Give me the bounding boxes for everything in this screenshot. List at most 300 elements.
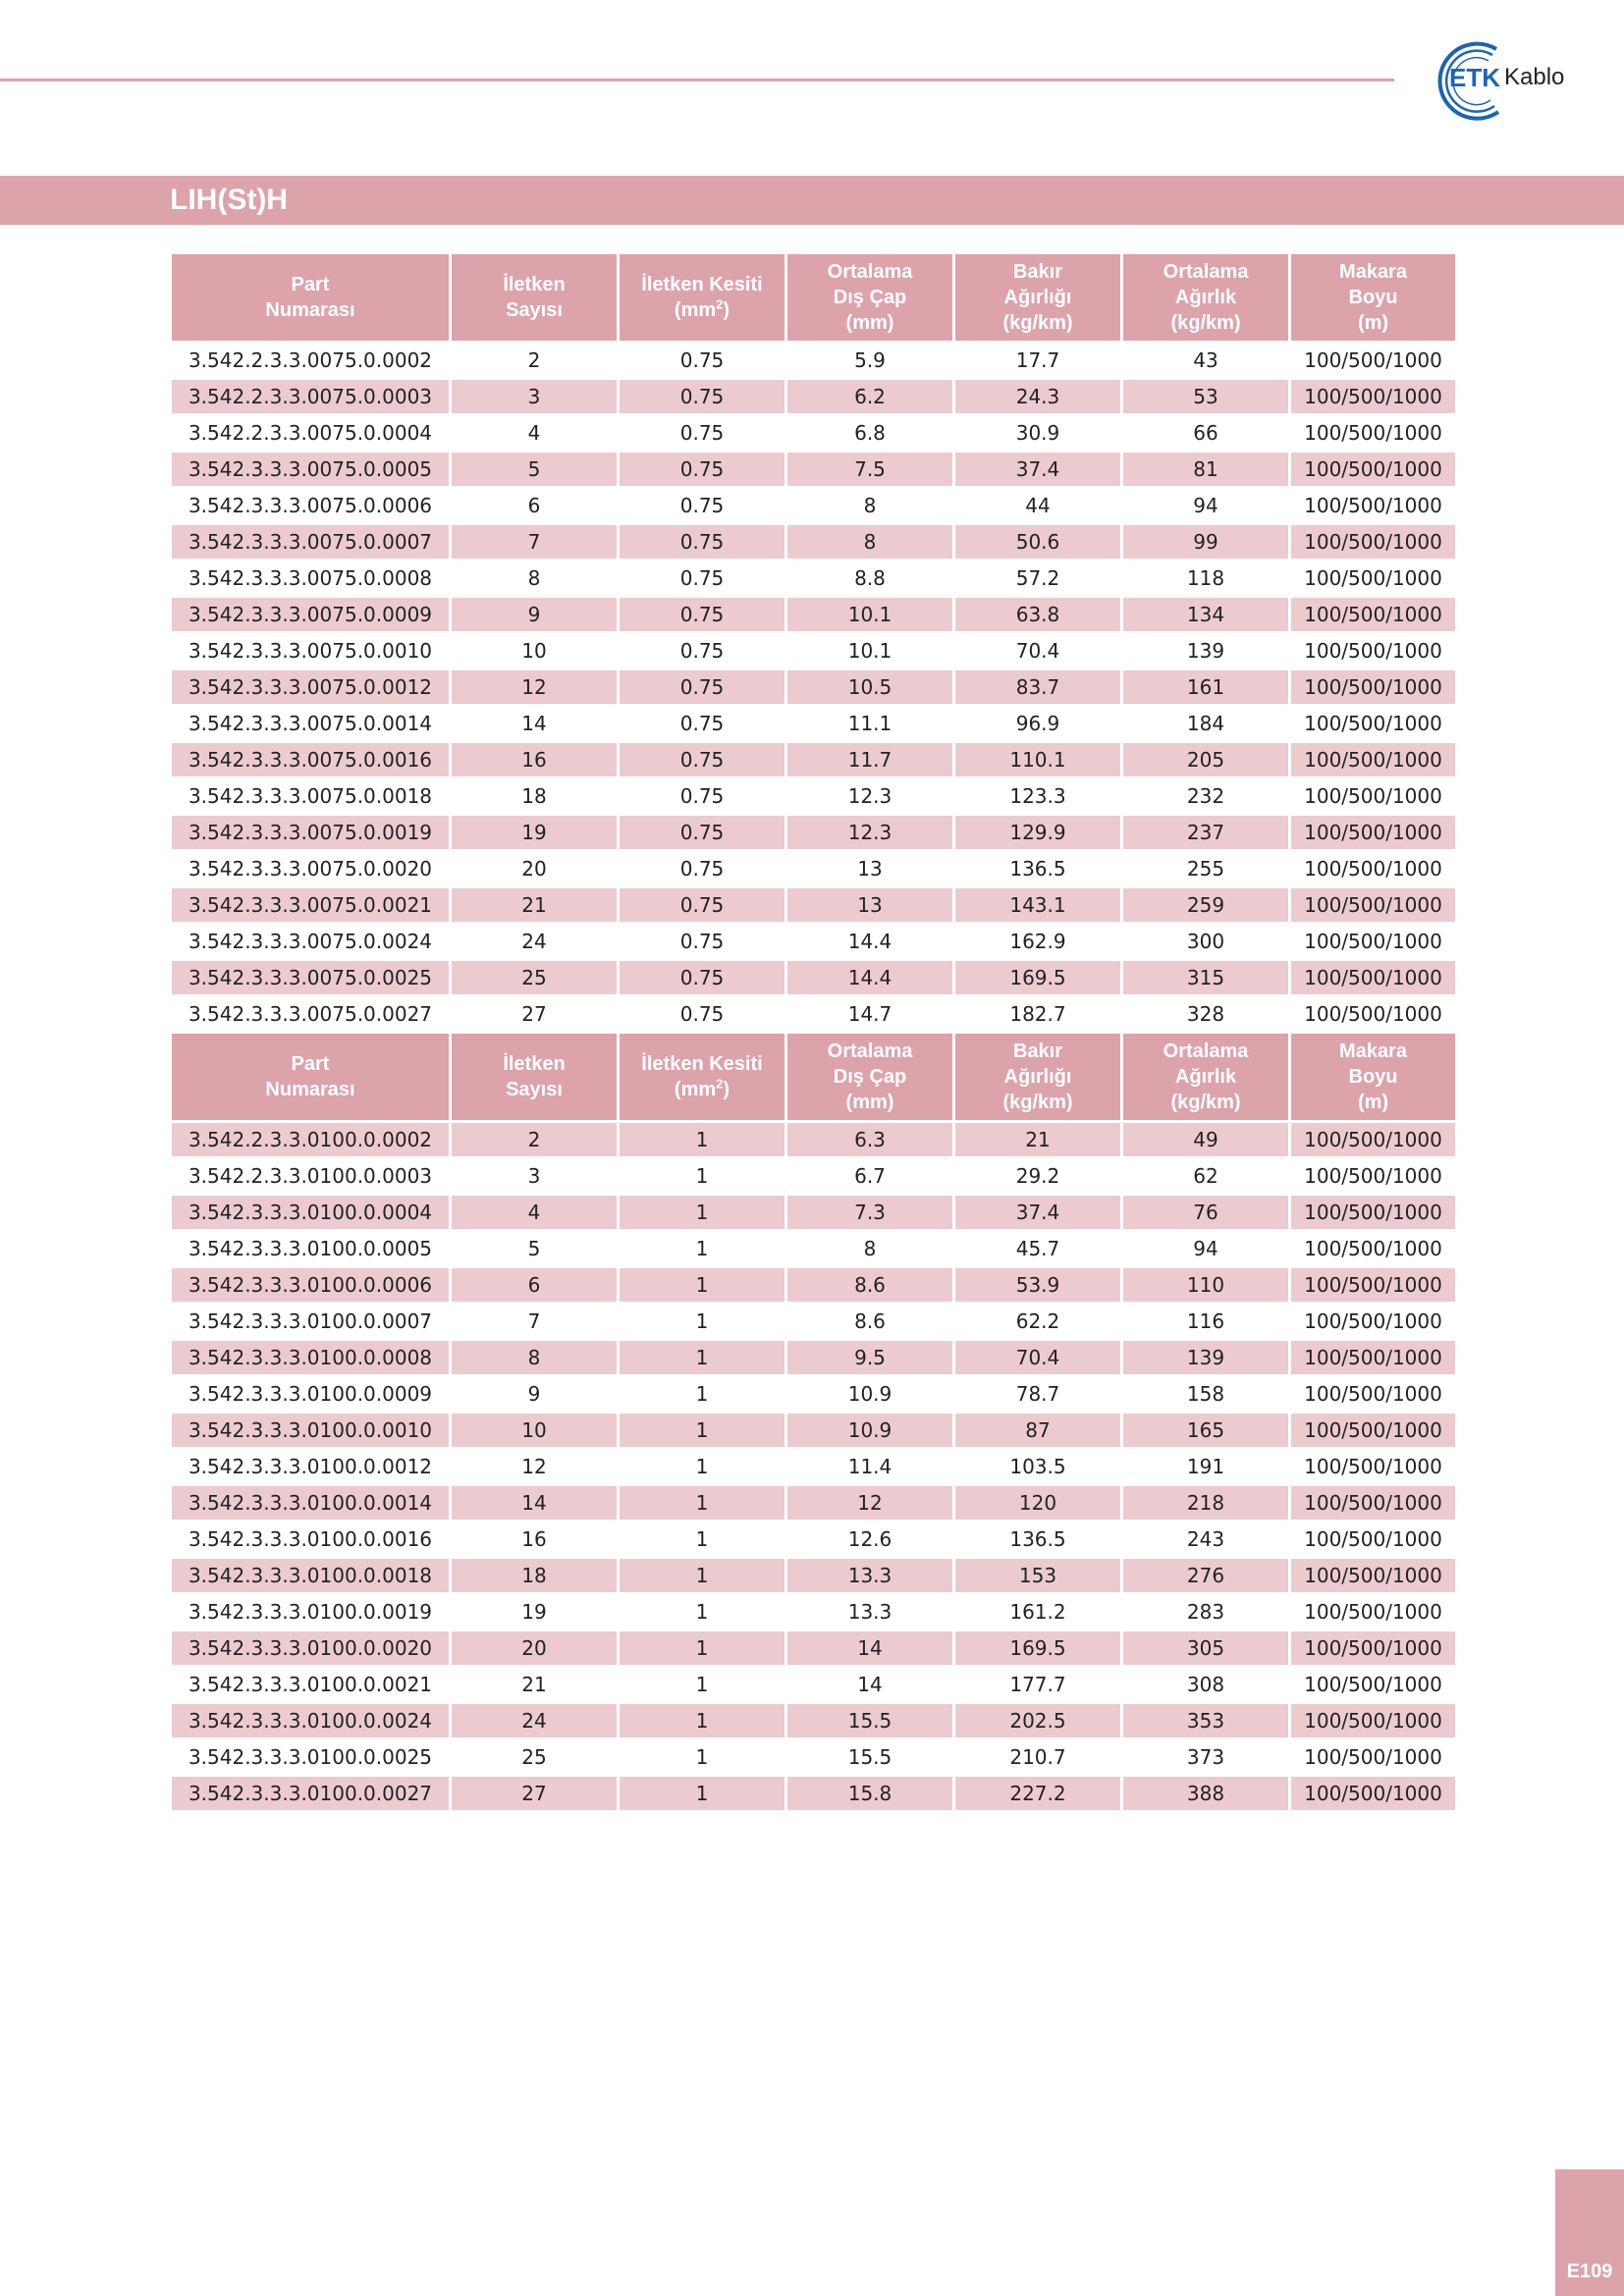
col-part-number <box>172 254 449 341</box>
cell-copper-weight: 30.9 <box>955 416 1120 450</box>
hdr-bakir: Bakır <box>1012 261 1063 283</box>
cell-reel-length: 100/500/1000 <box>1291 1341 1455 1374</box>
table-row <box>172 997 1455 1031</box>
cell-outer-diameter: 14.4 <box>787 961 952 994</box>
table-row <box>172 1268 1455 1302</box>
cell-conductor-section: 1 <box>620 1450 785 1483</box>
cell-part-number: 3.542.3.3.3.0100.0.0009 <box>172 1377 449 1411</box>
cell-conductor-section: 0.75 <box>620 997 785 1031</box>
cell-part-number: 3.542.3.3.3.0075.0.0006 <box>172 489 449 522</box>
cell-part-number: 3.542.3.3.3.0100.0.0004 <box>172 1196 449 1229</box>
cell-part-number: 3.542.3.3.3.0075.0.0008 <box>172 561 449 595</box>
cell-reel-length: 100/500/1000 <box>1291 888 1455 922</box>
hdr-ortalama: Ortalama <box>827 1041 913 1062</box>
cell-outer-diameter: 15.8 <box>787 1777 952 1810</box>
cell-avg-weight: 255 <box>1123 852 1288 885</box>
hdr-ortalama: Ortalama <box>1163 1041 1249 1062</box>
cell-conductor-section: 1 <box>620 1414 785 1447</box>
cell-reel-length: 100/500/1000 <box>1291 1450 1455 1483</box>
cell-outer-diameter: 10.1 <box>787 598 952 631</box>
cell-outer-diameter: 7.3 <box>787 1196 952 1229</box>
cell-avg-weight: 81 <box>1123 453 1288 486</box>
cell-avg-weight: 118 <box>1123 561 1288 595</box>
table-row <box>172 453 1455 486</box>
cell-conductor-section: 0.75 <box>620 598 785 631</box>
table-row <box>172 1341 1455 1374</box>
cell-outer-diameter: 8 <box>787 1232 952 1265</box>
hdr-boyu: Boyu <box>1348 287 1398 308</box>
cell-conductor-count: 5 <box>452 453 617 486</box>
cell-reel-length: 100/500/1000 <box>1291 380 1455 413</box>
cell-reel-length: 100/500/1000 <box>1291 1305 1455 1338</box>
cell-reel-length: 100/500/1000 <box>1291 779 1455 813</box>
col-reel-length <box>1291 254 1455 341</box>
cell-part-number: 3.542.3.3.3.0100.0.0016 <box>172 1522 449 1556</box>
col-copper-weight <box>955 254 1120 341</box>
cell-conductor-section: 0.75 <box>620 816 785 849</box>
cell-copper-weight: 169.5 <box>955 1631 1120 1665</box>
cell-conductor-count: 6 <box>452 489 617 522</box>
cell-part-number: 3.542.3.3.3.0100.0.0014 <box>172 1486 449 1520</box>
cell-conductor-count: 20 <box>452 1631 617 1665</box>
cell-reel-length: 100/500/1000 <box>1291 997 1455 1031</box>
cell-conductor-section: 0.75 <box>620 779 785 813</box>
cell-conductor-section: 1 <box>620 1377 785 1411</box>
cell-outer-diameter: 14 <box>787 1668 952 1701</box>
cell-conductor-section: 1 <box>620 1486 785 1520</box>
cell-reel-length: 100/500/1000 <box>1291 525 1455 559</box>
table-row <box>172 1232 1455 1265</box>
hdr-agirlik: Ağırlık <box>1174 287 1237 308</box>
cell-avg-weight: 158 <box>1123 1377 1288 1411</box>
cell-avg-weight: 328 <box>1123 997 1288 1031</box>
cell-outer-diameter: 8 <box>787 525 952 559</box>
table-row <box>172 925 1455 958</box>
table-row <box>172 1305 1455 1338</box>
cell-conductor-count: 14 <box>452 707 617 740</box>
cell-part-number: 3.542.3.3.3.0075.0.0009 <box>172 598 449 631</box>
cell-part-number: 3.542.3.3.3.0075.0.0007 <box>172 525 449 559</box>
cell-outer-diameter: 6.2 <box>787 380 952 413</box>
hdr-makara: Makara <box>1339 261 1407 283</box>
cell-conductor-count: 4 <box>452 1196 617 1229</box>
table-row <box>172 561 1455 595</box>
cell-outer-diameter: 13 <box>787 888 952 922</box>
cell-avg-weight: 94 <box>1123 1232 1288 1265</box>
table-row <box>172 634 1455 667</box>
hdr-sayisi: Sayısı <box>506 1079 563 1100</box>
cell-outer-diameter: 10.9 <box>787 1414 952 1447</box>
table-row <box>172 344 1455 377</box>
cell-conductor-count: 27 <box>452 997 617 1031</box>
cell-reel-length: 100/500/1000 <box>1291 816 1455 849</box>
cell-conductor-count: 12 <box>452 1450 617 1483</box>
cell-reel-length: 100/500/1000 <box>1291 1414 1455 1447</box>
logo-etk-text: ETK <box>1449 63 1500 92</box>
cell-copper-weight: 136.5 <box>955 1522 1120 1556</box>
cable-spec-table <box>169 251 1458 1813</box>
col-outer-diameter <box>787 1034 952 1120</box>
cell-reel-length: 100/500/1000 <box>1291 1159 1455 1193</box>
cell-avg-weight: 184 <box>1123 707 1288 740</box>
cell-conductor-count: 10 <box>452 634 617 667</box>
cell-copper-weight: 53.9 <box>955 1268 1120 1302</box>
cell-conductor-section: 0.75 <box>620 707 785 740</box>
cell-conductor-section: 1 <box>620 1341 785 1374</box>
cell-avg-weight: 139 <box>1123 1341 1288 1374</box>
cell-copper-weight: 202.5 <box>955 1704 1120 1737</box>
cell-copper-weight: 227.2 <box>955 1777 1120 1810</box>
cell-conductor-count: 18 <box>452 779 617 813</box>
hdr-makara: Makara <box>1339 1041 1407 1062</box>
cell-outer-diameter: 12.6 <box>787 1522 952 1556</box>
cell-conductor-count: 10 <box>452 1414 617 1447</box>
cell-reel-length: 100/500/1000 <box>1291 707 1455 740</box>
cell-conductor-count: 18 <box>452 1559 617 1592</box>
hdr-dis-cap: Dış Çap <box>833 1066 907 1088</box>
cell-avg-weight: 94 <box>1123 489 1288 522</box>
cell-conductor-count: 9 <box>452 1377 617 1411</box>
cell-conductor-section: 1 <box>620 1559 785 1592</box>
cell-copper-weight: 161.2 <box>955 1595 1120 1629</box>
cell-outer-diameter: 8.8 <box>787 561 952 595</box>
table-row <box>172 961 1455 994</box>
table-row <box>172 707 1455 740</box>
cell-conductor-count: 12 <box>452 670 617 704</box>
cable-spec-table-body <box>172 254 1455 1810</box>
cell-conductor-section: 1 <box>620 1595 785 1629</box>
col-conductor-count <box>452 1034 617 1120</box>
cell-avg-weight: 66 <box>1123 416 1288 450</box>
cell-conductor-section: 0.75 <box>620 525 785 559</box>
cell-reel-length: 100/500/1000 <box>1291 852 1455 885</box>
cell-outer-diameter: 10.5 <box>787 670 952 704</box>
table-row <box>172 1123 1455 1156</box>
cell-conductor-count: 19 <box>452 1595 617 1629</box>
cell-conductor-section: 1 <box>620 1522 785 1556</box>
hdr-mm2-sup: 2 <box>716 296 724 312</box>
cell-part-number: 3.542.3.3.3.0100.0.0021 <box>172 1668 449 1701</box>
cell-part-number: 3.542.3.3.3.0075.0.0005 <box>172 453 449 486</box>
cell-conductor-count: 5 <box>452 1232 617 1265</box>
etk-kablo-logo <box>1420 37 1587 122</box>
cell-part-number: 3.542.3.3.3.0100.0.0018 <box>172 1559 449 1592</box>
cell-copper-weight: 96.9 <box>955 707 1120 740</box>
cell-outer-diameter: 14 <box>787 1631 952 1665</box>
cell-conductor-section: 0.75 <box>620 561 785 595</box>
table-row <box>172 1740 1455 1774</box>
cell-conductor-count: 19 <box>452 816 617 849</box>
cell-outer-diameter: 12.3 <box>787 816 952 849</box>
cell-outer-diameter: 15.5 <box>787 1704 952 1737</box>
cell-part-number: 3.542.3.3.3.0075.0.0021 <box>172 888 449 922</box>
cell-copper-weight: 50.6 <box>955 525 1120 559</box>
cell-conductor-count: 2 <box>452 344 617 377</box>
table-row <box>172 1522 1455 1556</box>
cell-avg-weight: 259 <box>1123 888 1288 922</box>
cell-copper-weight: 29.2 <box>955 1159 1120 1193</box>
cell-avg-weight: 308 <box>1123 1668 1288 1701</box>
cell-conductor-count: 20 <box>452 852 617 885</box>
cell-conductor-count: 7 <box>452 525 617 559</box>
cell-avg-weight: 53 <box>1123 380 1288 413</box>
table-row <box>172 525 1455 559</box>
hdr-mm2: (mm <box>674 299 717 321</box>
hdr-kgkm: (kg/km) <box>1170 1092 1241 1113</box>
cell-conductor-section: 1 <box>620 1631 785 1665</box>
cell-part-number: 3.542.3.3.3.0100.0.0012 <box>172 1450 449 1483</box>
logo-kablo-text: Kablo <box>1504 64 1565 90</box>
hdr-kesiti: İletken Kesiti <box>641 274 763 295</box>
cell-conductor-section: 0.75 <box>620 961 785 994</box>
hdr-ortalama: Ortalama <box>827 261 913 283</box>
cell-outer-diameter: 13 <box>787 852 952 885</box>
cell-copper-weight: 87 <box>955 1414 1120 1447</box>
cell-conductor-section: 1 <box>620 1196 785 1229</box>
table-row <box>172 1559 1455 1592</box>
hdr-mm: (mm) <box>845 1092 894 1113</box>
table-row <box>172 670 1455 704</box>
cell-conductor-count: 4 <box>452 416 617 450</box>
table-row <box>172 1704 1455 1737</box>
cell-conductor-count: 25 <box>452 961 617 994</box>
col-conductor-count <box>452 254 617 341</box>
cell-part-number: 3.542.3.3.3.0100.0.0020 <box>172 1631 449 1665</box>
cell-copper-weight: 83.7 <box>955 670 1120 704</box>
cell-conductor-count: 9 <box>452 598 617 631</box>
hdr-kgkm: (kg/km) <box>1002 1092 1073 1113</box>
cell-avg-weight: 76 <box>1123 1196 1288 1229</box>
cell-avg-weight: 99 <box>1123 525 1288 559</box>
cell-outer-diameter: 10.1 <box>787 634 952 667</box>
hdr-close-paren: ) <box>723 1079 731 1100</box>
cell-outer-diameter: 8.6 <box>787 1305 952 1338</box>
cell-outer-diameter: 14.4 <box>787 925 952 958</box>
cell-part-number: 3.542.3.3.3.0100.0.0024 <box>172 1704 449 1737</box>
cell-conductor-section: 0.75 <box>620 453 785 486</box>
cell-part-number: 3.542.3.3.3.0075.0.0014 <box>172 707 449 740</box>
cell-reel-length: 100/500/1000 <box>1291 1196 1455 1229</box>
cell-avg-weight: 218 <box>1123 1486 1288 1520</box>
hdr-m: (m) <box>1357 1092 1389 1113</box>
cell-reel-length: 100/500/1000 <box>1291 416 1455 450</box>
hdr-mm2-sup: 2 <box>716 1076 724 1092</box>
hdr-agirligi: Ağırlığı <box>1003 1066 1072 1088</box>
cell-conductor-count: 8 <box>452 1341 617 1374</box>
table-row <box>172 598 1455 631</box>
cell-avg-weight: 165 <box>1123 1414 1288 1447</box>
hdr-ortalama: Ortalama <box>1163 261 1249 283</box>
hdr-bakir: Bakır <box>1012 1041 1063 1062</box>
cell-avg-weight: 243 <box>1123 1522 1288 1556</box>
col-conductor-section <box>620 1034 785 1120</box>
cell-avg-weight: 161 <box>1123 670 1288 704</box>
page-number-tab <box>1555 2169 1624 2296</box>
cell-reel-length: 100/500/1000 <box>1291 598 1455 631</box>
cell-reel-length: 100/500/1000 <box>1291 1595 1455 1629</box>
cell-part-number: 3.542.3.3.3.0075.0.0012 <box>172 670 449 704</box>
cell-copper-weight: 143.1 <box>955 888 1120 922</box>
table-row <box>172 1631 1455 1665</box>
hdr-sayisi: Sayısı <box>506 299 563 321</box>
cell-reel-length: 100/500/1000 <box>1291 1268 1455 1302</box>
cell-conductor-section: 1 <box>620 1668 785 1701</box>
cell-outer-diameter: 12.3 <box>787 779 952 813</box>
cell-conductor-count: 16 <box>452 743 617 776</box>
cell-copper-weight: 70.4 <box>955 634 1120 667</box>
cell-outer-diameter: 9.5 <box>787 1341 952 1374</box>
cell-conductor-section: 0.75 <box>620 888 785 922</box>
cell-conductor-section: 1 <box>620 1232 785 1265</box>
col-copper-weight <box>955 1034 1120 1120</box>
cell-outer-diameter: 5.9 <box>787 344 952 377</box>
cell-copper-weight: 123.3 <box>955 779 1120 813</box>
cell-conductor-section: 0.75 <box>620 743 785 776</box>
cell-conductor-section: 0.75 <box>620 380 785 413</box>
cell-copper-weight: 21 <box>955 1123 1120 1156</box>
cell-copper-weight: 162.9 <box>955 925 1120 958</box>
cell-conductor-section: 1 <box>620 1159 785 1193</box>
cell-conductor-count: 3 <box>452 380 617 413</box>
cell-conductor-section: 0.75 <box>620 925 785 958</box>
col-conductor-section <box>620 254 785 341</box>
cell-part-number: 3.542.3.3.3.0100.0.0007 <box>172 1305 449 1338</box>
cell-part-number: 3.542.3.3.3.0075.0.0027 <box>172 997 449 1031</box>
cell-avg-weight: 43 <box>1123 344 1288 377</box>
cell-part-number: 3.542.2.3.3.0100.0.0002 <box>172 1123 449 1156</box>
cell-part-number: 3.542.3.3.3.0100.0.0008 <box>172 1341 449 1374</box>
cell-avg-weight: 373 <box>1123 1740 1288 1774</box>
cell-outer-diameter: 15.5 <box>787 1740 952 1774</box>
cell-avg-weight: 191 <box>1123 1450 1288 1483</box>
cell-conductor-count: 7 <box>452 1305 617 1338</box>
table-row <box>172 1595 1455 1629</box>
cell-conductor-section: 1 <box>620 1268 785 1302</box>
table-header-row <box>172 1034 1455 1120</box>
table-row <box>172 1196 1455 1229</box>
cell-part-number: 3.542.3.3.3.0100.0.0010 <box>172 1414 449 1447</box>
cell-part-number: 3.542.3.3.3.0075.0.0019 <box>172 816 449 849</box>
cell-copper-weight: 129.9 <box>955 816 1120 849</box>
cell-avg-weight: 353 <box>1123 1704 1288 1737</box>
cell-part-number: 3.542.2.3.3.0075.0.0003 <box>172 380 449 413</box>
table-row <box>172 1414 1455 1447</box>
table-row <box>172 743 1455 776</box>
hdr-agirligi: Ağırlığı <box>1003 287 1072 308</box>
table-row <box>172 1450 1455 1483</box>
cell-avg-weight: 62 <box>1123 1159 1288 1193</box>
cell-outer-diameter: 11.7 <box>787 743 952 776</box>
cell-part-number: 3.542.2.3.3.0075.0.0002 <box>172 344 449 377</box>
cell-avg-weight: 232 <box>1123 779 1288 813</box>
cell-avg-weight: 388 <box>1123 1777 1288 1810</box>
table-row <box>172 852 1455 885</box>
table-row <box>172 1668 1455 1701</box>
hdr-agirlik: Ağırlık <box>1174 1066 1237 1088</box>
cell-conductor-section: 0.75 <box>620 670 785 704</box>
cell-outer-diameter: 13.3 <box>787 1559 952 1592</box>
col-outer-diameter <box>787 254 952 341</box>
cell-conductor-count: 21 <box>452 1668 617 1701</box>
cell-copper-weight: 78.7 <box>955 1377 1120 1411</box>
cell-reel-length: 100/500/1000 <box>1291 743 1455 776</box>
cell-part-number: 3.542.3.3.3.0100.0.0019 <box>172 1595 449 1629</box>
cell-copper-weight: 210.7 <box>955 1740 1120 1774</box>
cell-part-number: 3.542.2.3.3.0100.0.0003 <box>172 1159 449 1193</box>
cell-reel-length: 100/500/1000 <box>1291 1123 1455 1156</box>
hdr-kgkm: (kg/km) <box>1170 312 1241 334</box>
cell-conductor-section: 0.75 <box>620 416 785 450</box>
cell-reel-length: 100/500/1000 <box>1291 1777 1455 1810</box>
cell-conductor-count: 3 <box>452 1159 617 1193</box>
hdr-part: Part <box>291 1053 330 1075</box>
cell-outer-diameter: 11.1 <box>787 707 952 740</box>
cell-copper-weight: 44 <box>955 489 1120 522</box>
cell-conductor-count: 6 <box>452 1268 617 1302</box>
cell-part-number: 3.542.3.3.3.0100.0.0025 <box>172 1740 449 1774</box>
cell-reel-length: 100/500/1000 <box>1291 670 1455 704</box>
cell-outer-diameter: 8.6 <box>787 1268 952 1302</box>
cell-outer-diameter: 6.8 <box>787 416 952 450</box>
cell-conductor-count: 27 <box>452 1777 617 1810</box>
title-bar <box>0 176 1624 225</box>
table-row <box>172 1159 1455 1193</box>
cell-conductor-count: 25 <box>452 1740 617 1774</box>
cell-conductor-count: 14 <box>452 1486 617 1520</box>
cell-conductor-section: 1 <box>620 1740 785 1774</box>
header-rule <box>0 79 1394 81</box>
cell-avg-weight: 305 <box>1123 1631 1288 1665</box>
cell-part-number: 3.542.2.3.3.0075.0.0004 <box>172 416 449 450</box>
table-header-row <box>172 254 1455 341</box>
cell-copper-weight: 169.5 <box>955 961 1120 994</box>
cell-conductor-section: 0.75 <box>620 489 785 522</box>
hdr-iletken: İletken <box>503 274 566 295</box>
hdr-mm2: (mm <box>674 1079 717 1100</box>
cell-part-number: 3.542.3.3.3.0100.0.0005 <box>172 1232 449 1265</box>
cell-reel-length: 100/500/1000 <box>1291 961 1455 994</box>
cell-copper-weight: 63.8 <box>955 598 1120 631</box>
cell-copper-weight: 57.2 <box>955 561 1120 595</box>
table-row <box>172 489 1455 522</box>
cell-reel-length: 100/500/1000 <box>1291 1740 1455 1774</box>
cell-reel-length: 100/500/1000 <box>1291 925 1455 958</box>
hdr-boyu: Boyu <box>1348 1066 1398 1088</box>
cell-reel-length: 100/500/1000 <box>1291 489 1455 522</box>
cell-avg-weight: 315 <box>1123 961 1288 994</box>
cell-outer-diameter: 10.9 <box>787 1377 952 1411</box>
cell-copper-weight: 37.4 <box>955 1196 1120 1229</box>
cell-copper-weight: 110.1 <box>955 743 1120 776</box>
cell-conductor-count: 24 <box>452 925 617 958</box>
cell-conductor-count: 21 <box>452 888 617 922</box>
table-row <box>172 779 1455 813</box>
cell-part-number: 3.542.3.3.3.0075.0.0025 <box>172 961 449 994</box>
cell-avg-weight: 110 <box>1123 1268 1288 1302</box>
cell-outer-diameter: 11.4 <box>787 1450 952 1483</box>
hdr-kgkm: (kg/km) <box>1002 312 1073 334</box>
cell-avg-weight: 205 <box>1123 743 1288 776</box>
table-row <box>172 1377 1455 1411</box>
hdr-iletken: İletken <box>503 1053 566 1075</box>
hdr-numarasi: Numarası <box>265 299 355 321</box>
cell-avg-weight: 116 <box>1123 1305 1288 1338</box>
cell-reel-length: 100/500/1000 <box>1291 344 1455 377</box>
cell-outer-diameter: 6.7 <box>787 1159 952 1193</box>
cell-avg-weight: 49 <box>1123 1123 1288 1156</box>
cell-reel-length: 100/500/1000 <box>1291 1631 1455 1665</box>
cell-outer-diameter: 8 <box>787 489 952 522</box>
